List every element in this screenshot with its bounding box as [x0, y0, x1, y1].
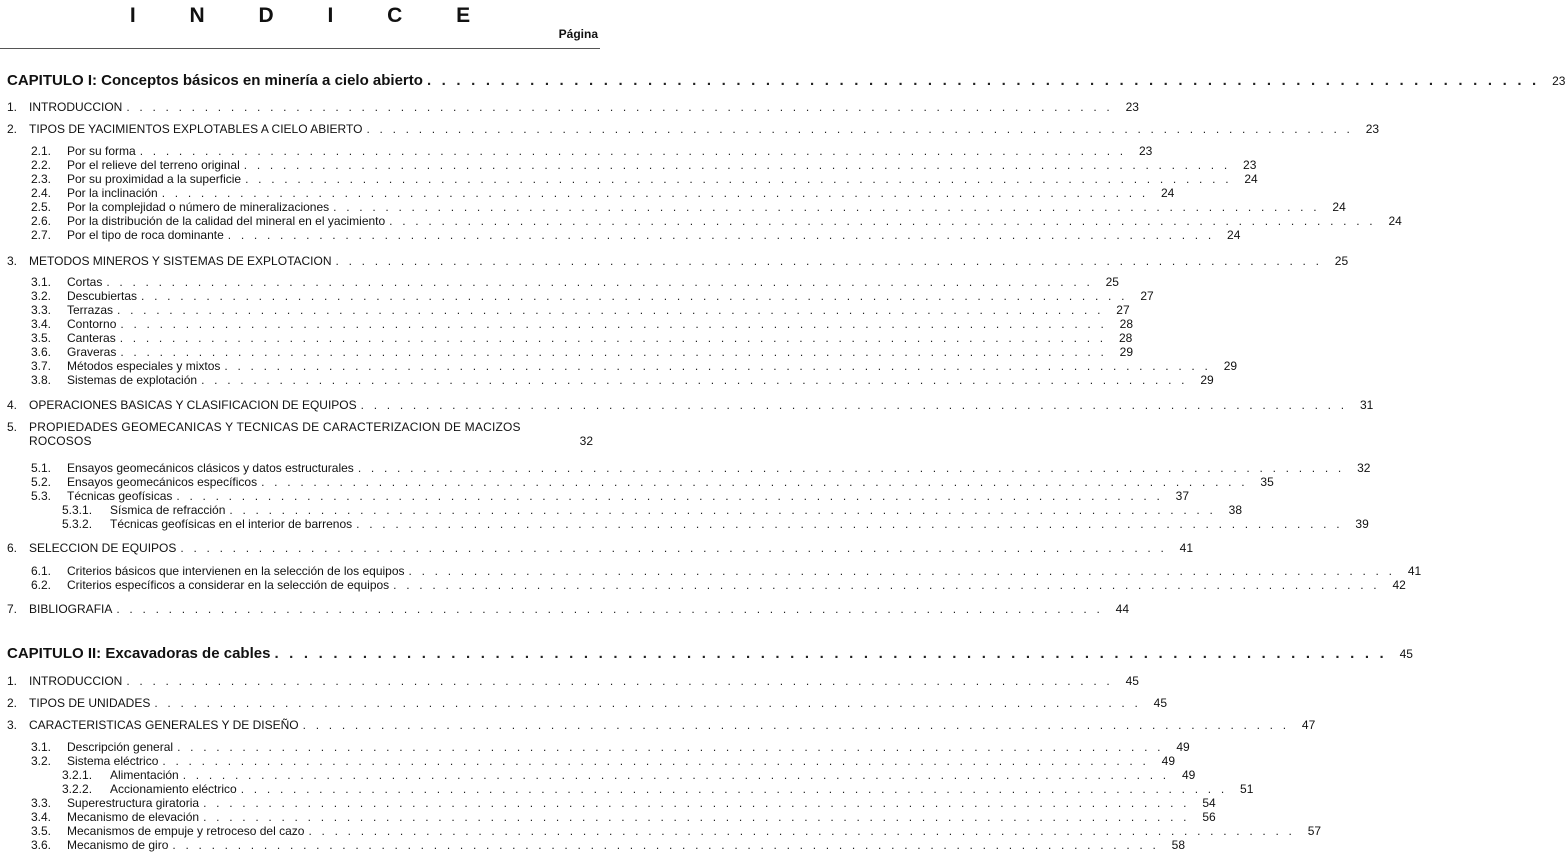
entry-title: Mecanismos de empuje y retroceso del cazo	[67, 824, 305, 838]
entry-title: Técnicas geofísicas en el interior de barrenos	[110, 517, 353, 531]
page-number: 28	[1118, 331, 1133, 345]
entry-number: 3.	[7, 718, 18, 732]
dot-leader: . . . . . . . . . . . . . . . . . . . . . . . . . . . . . . . . . . . . . . . . . . . . . . . . . . . . . . . . . . . . . . . . . . . . . . . . . . . .	[335, 254, 1323, 268]
page-number: 49	[1176, 740, 1190, 754]
entry-title: Por la complejidad o número de mineralizaciones	[67, 200, 330, 214]
page-number: 25	[1334, 254, 1349, 268]
entry-number: 2.3.	[31, 172, 52, 186]
toc-entry	[7, 420, 593, 448]
dot-leader: . . . . . . . . . . . . . . . . . . . . . . . . . . . . . . . . . . . . . . . . . . . . . . . . . . . . . . . . . . . . . . . . . . . . . . . . . . . .	[302, 718, 1290, 732]
entry-title: Alimentación	[110, 768, 179, 782]
entry-title: Por la distribución de la calidad del mineral en el yacimiento	[67, 214, 386, 228]
entry-title: Por su forma	[67, 144, 136, 158]
entry-number: 5.2.	[31, 475, 52, 489]
toc-entry	[62, 768, 1196, 782]
entry-number: 3.2.	[31, 754, 52, 768]
entry-number: 2.2.	[31, 158, 52, 172]
page-number: 38	[1228, 503, 1243, 517]
dot-leader: . . . . . . . . . . . . . . . . . . . . . . . . . . . . . . . . . . . . . . . . . . . . . . . . . . . . . . . . . . . . . . . . . . . . . . . . . . . .	[106, 275, 1093, 289]
dot-leader: . . . . . . . . . . . . . . . . . . . . . . . . . . . . . . . . . . . . . . . . . . . . . . . . . . . . . . . . . . . . . . . . . . . . . . . . . . . .	[333, 200, 1320, 214]
entry-number: 3.	[7, 254, 18, 268]
entry-number: 3.3.	[31, 303, 52, 317]
dot-leader: . . . . . . . . . . . . . . . . . . . . . . . . . . . . . . . . . . . . . . . . . . . . . . . . . . . . . . . . . . . . . . . . . . . . . . . . . . . .	[203, 810, 1190, 824]
toc-entry	[31, 214, 1402, 228]
page-number: 41	[1407, 564, 1422, 578]
entry-title: Por su proximidad a la superficie	[67, 172, 242, 186]
entry-title: Por el tipo de roca dominante	[67, 228, 224, 242]
entry-title: SELECCION DE EQUIPOS	[29, 541, 177, 555]
toc-entry	[7, 122, 1380, 136]
dot-leader: . . . . . . . . . . . . . . . . . . . . . . . . . . . . . . . . . . . . . . . . . . . . . . . . . . . . . . . . . . . . . . . . . . . . . . . . . . . .	[240, 782, 1228, 796]
entry-number: 1.	[7, 100, 18, 114]
page-number: 24	[1388, 214, 1402, 228]
entry-number: 2.5.	[31, 200, 52, 214]
page-number: 25	[1105, 275, 1119, 289]
entry-number: 2.6.	[31, 214, 52, 228]
page-number: 49	[1181, 768, 1196, 782]
entry-title: Contorno	[67, 317, 117, 331]
entry-number: 6.2.	[31, 578, 52, 592]
entry-title: Descubiertas	[67, 289, 138, 303]
page-number: 23	[1552, 74, 1565, 88]
toc-entry	[62, 503, 1243, 517]
dot-leader: . . . . . . . . . . . . . . . . . . . . . . . . . . . . . . . . . . . . . . . . . . . . . . . . . . . . . . . . . . . . . . . . . . . . . . . . . . . .	[227, 228, 1215, 242]
toc-entry	[62, 517, 1369, 531]
dot-leader: . . . . . . . . . . . . . . . . . . . . . . . . . . . . . . . . . . . . . . . . . . . . . . . . . . . . . . . . . . . . . . . . . . . . . . . . . . . .	[176, 489, 1164, 503]
toc-entry	[7, 718, 1316, 732]
entry-title: Mecanismo de giro	[67, 838, 169, 852]
toc-entry	[7, 674, 1139, 688]
entry-number: 3.6.	[31, 838, 52, 852]
dot-leader: . . . . . . . . . . . . . . . . . . . . . . . . . . . . . . . . . . . . . . . . . . . . . . . . . . . . . . . . . . . . . . . . . . . . . . . . . . . .	[360, 398, 1348, 412]
entry-title: Mecanismo de elevación	[67, 810, 200, 824]
header-rule	[0, 48, 600, 49]
page-number: 56	[1202, 810, 1216, 824]
dot-leader: . . . . . . . . . . . . . . . . . . . . . . . . . . . . . . . . . . . . . . . . . . . . . . . . . . . . . . . . . . . . . . . . . . . . . . . . . . . .	[366, 122, 1354, 136]
entry-number: 1.	[7, 674, 18, 688]
page-number: 28	[1119, 317, 1134, 331]
entry-number: 2.4.	[31, 186, 52, 200]
entry-number: 3.1.	[31, 740, 52, 754]
toc-entry	[31, 475, 1274, 489]
entry-number: 5.3.	[31, 489, 52, 503]
toc-entry	[7, 254, 1349, 268]
entry-title: Criterios específicos a considerar en la selección de equipos	[67, 578, 390, 592]
entry-number: 3.3.	[31, 796, 52, 810]
toc-entry	[31, 578, 1406, 592]
page-title: I N D I C E	[129, 4, 495, 27]
page-number: 29	[1200, 373, 1214, 387]
entry-title: OPERACIONES BASICAS Y CLASIFICACION DE EQUIPOS	[29, 398, 357, 412]
page-number: 45	[1399, 647, 1413, 661]
dot-leader: . . . . . . . . . . . . . . . . . . . . . . . . . . . . . . . . . . . . . . . . . . . . . . . . . . . . . . . . . . . . . . . . . . . . . . . . . . . .	[393, 578, 1380, 592]
entry-number: 5.	[7, 420, 18, 434]
page-number: 42	[1392, 578, 1406, 592]
dot-leader: . . . . . . . . . . . . . . . . . . . . . . . . . . . . . . . . . . . . . . . . . . . . . . . . . . . . . . . . . . . . . . . . . . . . . . . . . . . .	[274, 645, 1387, 662]
toc-entry	[31, 345, 1133, 359]
entry-number: 3.2.2.	[62, 782, 93, 796]
dot-leader: . . . . . . . . . . . . . . . . . . . . . . . . . . . . . . . . . . . . . . . . . . . . . . . . . . . . . . . . . . . . . . . . . . . . . . . . . . . .	[356, 517, 1343, 531]
entry-title: CAPITULO II: Excavadoras de cables	[7, 645, 271, 662]
entry-number: 7.	[7, 602, 18, 616]
dot-leader: . . . . . . . . . . . . . . . . . . . . . . . . . . . . . . . . . . . . . . . . . . . . . . . . . . . . . . . . . . . . . . . . . . . . . . . . . . . .	[126, 100, 1113, 114]
entry-title: INTRODUCCION	[29, 100, 123, 114]
entry-title: Graveras	[67, 345, 117, 359]
entry-number: 5.3.2.	[62, 517, 93, 531]
entry-number: 3.1.	[31, 275, 52, 289]
dot-leader: . . . . . . . . . . . . . . . . . . . . . . . . . . . . . . . . . . . . . . . . . . . . . . . . . . . . . . . . . . . . . . . . . . . . . . . . . . . .	[245, 172, 1232, 186]
entry-number: 3.5.	[31, 824, 52, 838]
toc-entry	[31, 172, 1258, 186]
page-number: 35	[1260, 475, 1274, 489]
entry-number: 3.2.	[31, 289, 52, 303]
page-number: 47	[1301, 718, 1316, 732]
toc-entry	[7, 541, 1194, 555]
entry-number: 6.	[7, 541, 18, 555]
toc-entry	[31, 228, 1241, 242]
dot-leader: . . . . . . . . . . . . . . . . . . . . . . . . . . . . . . . . . . . . . . . . . . . . . . . . . . . . . . . . . . . . . . . . . . . . . . . . . . . .	[357, 461, 1345, 475]
toc-entry	[31, 331, 1133, 345]
entry-number: 2.	[7, 122, 18, 136]
entry-title: BIBLIOGRAFIA	[29, 602, 113, 616]
toc-entry	[31, 186, 1175, 200]
dot-leader: . . . . . . . . . . . . . . . . . . . . . . . . . . . . . . . . . . . . . . . . . . . . . . . . . . . . . . . . . . . . . . . . . . . . . . . . . . . .	[120, 317, 1108, 331]
dot-leader: . . . . . . . . . . . . . . . . . . . . . . . . . . . . . . . . . . . . . . . . . . . . . . . . . . . . . . . . . . . . . . . . . . . . . . . . . . . .	[141, 289, 1128, 303]
toc-entry	[31, 359, 1238, 373]
toc-entry	[7, 602, 1129, 616]
toc-entry	[31, 564, 1422, 578]
page-number: 23	[1138, 144, 1153, 158]
dot-leader: . . . . . . . . . . . . . . . . . . . . . . . . . . . . . . . . . . . . . . . . . . . . . . . . . . . . . . . . . . . . . . . . . . . . . . . . . . . .	[161, 186, 1149, 200]
dot-leader: . . . . . . . . . . . . . . . . . . . . . . . . . . . . . . . . . . . . . . . . . . . . . . . . . . . . . . . . . . . . . . . . . . . . . . . . . . . .	[308, 824, 1296, 838]
toc-entry	[31, 303, 1130, 317]
entry-title: Canteras	[67, 331, 116, 345]
page-number: 51	[1240, 782, 1254, 796]
dot-leader: . . . . . . . . . . . . . . . . . . . . . . . . . . . . . . . . . . . . . . . . . . . . . . . . . . . . . . . . . . . . . . . . . . . . . . . . . . . .	[126, 674, 1113, 688]
dot-leader: . . . . . . . . . . . . . . . . . . . . . . . . . . . . . . . . . . . . . . . . . . . . . . . . . . . . . . . . . . . . . . . . . . . . . . . . . . . .	[154, 696, 1141, 710]
page-number: 27	[1140, 289, 1154, 303]
entry-title: Criterios básicos que intervienen en la selección de los equipos	[67, 564, 405, 578]
dot-leader: . . . . . . . . . . . . . . . . . . . . . . . . . . . . . . . . . . . . . . . . . . . . . . . . . . . . . . . . . . . . . . . . . . . . . . . . . . . .	[139, 144, 1127, 158]
entry-number: 4.	[7, 398, 18, 412]
dot-leader: . . . . . . . . . . . . . . . . . . . . . . . . . . . . . . . . . . . . . . . . . . . . . . . . . . . . . . . . . . . . . . . . . . . . . . . . . . . .	[182, 768, 1170, 782]
entry-title: Sistema eléctrico	[67, 754, 159, 768]
entry-number: 2.	[7, 696, 18, 710]
entry-number: 2.7.	[31, 228, 52, 242]
dot-leader: . . . . . . . . . . . . . . . . . . . . . . . . . . . . . . . . . . . . . . . . . . . . . . . . . . . . . . . . . . . . . . . . . . . . . . . . . . . .	[408, 564, 1396, 578]
entry-number: 2.1.	[31, 144, 52, 158]
dot-leader: . . . . . . . . . . . . . . . . . . . . . . . . . . . . . . . . . . . . . . . . . . . . . . . . . . . . . . . . . . . . . . . . . . . . . . . . . . . .	[116, 602, 1103, 616]
entry-title: PROPIEDADES GEOMECANICAS Y TECNICAS DE CARACTERIZACION DE MACIZOS ROCOSOS	[29, 420, 521, 448]
dot-leader: . . . . . . . . . . . . . . . . . . . . . . . . . . . . . . . . . . . . . . . . . . . . . . . . . . . . . . . . . . . . . . . . . . . . . . . . . . . .	[120, 345, 1107, 359]
page-number: 29	[1223, 359, 1238, 373]
toc-entry	[62, 782, 1254, 796]
dot-leader: . . . . . . . . . . . . . . . . . . . . . . . . . . . . . . . . . . . . . . . . . . . . . . . . . . . . . . . . . . . . . . . . . . . . . . . . . . . .	[203, 796, 1190, 810]
page-number: 54	[1202, 796, 1216, 810]
entry-title: Por la inclinación	[67, 186, 158, 200]
toc-entry	[31, 200, 1346, 214]
toc-entry	[31, 317, 1134, 331]
entry-title: Ensayos geomecánicos clásicos y datos estructurales	[67, 461, 354, 475]
dot-leader: . . . . . . . . . . . . . . . . . . . . . . . . . . . . . . . . . . . . . . . . . . . . . . . . . . . . . . . . . . . . . . . . . . . . . . . . . . . .	[261, 475, 1248, 489]
entry-title: TIPOS DE UNIDADES	[29, 696, 151, 710]
toc-entry	[7, 398, 1374, 412]
entry-number: 5.1.	[31, 461, 52, 475]
page-number: 58	[1171, 838, 1186, 852]
page-number: 45	[1125, 674, 1139, 688]
entry-number: 3.7.	[31, 359, 52, 373]
page-number: 24	[1161, 186, 1175, 200]
page-number: 24	[1227, 228, 1241, 242]
entry-title: Sísmica de refracción	[110, 503, 226, 517]
entry-title: Por el relieve del terreno original	[67, 158, 240, 172]
dot-leader: . . . . . . . . . . . . . . . . . . . . . . . . . . . . . . . . . . . . . . . . . . . . . . . . . . . . . . . . . . . . . . . . . . . . . . . . . . . .	[177, 740, 1164, 754]
toc-entry	[31, 796, 1216, 810]
entry-number: 6.1.	[31, 564, 52, 578]
toc-entry	[31, 740, 1190, 754]
dot-leader: . . . . . . . . . . . . . . . . . . . . . . . . . . . . . . . . . . . . . . . . . . . . . . . . . . . . . . . . . . . . . . . . . . . . . . . . . . . .	[119, 331, 1107, 345]
toc-entry	[31, 754, 1176, 768]
toc-entry	[31, 144, 1153, 158]
entry-number: 3.6.	[31, 345, 52, 359]
page-number: 24	[1332, 200, 1346, 214]
dot-leader: . . . . . . . . . . . . . . . . . . . . . . . . . . . . . . . . . . . . . . . . . . . . . . . . . . . . . . . . . . . . . . . . . . . . . . . . . . . .	[117, 303, 1104, 317]
entry-number: 3.2.1.	[62, 768, 93, 782]
page-number: 23	[1365, 122, 1380, 136]
toc-entry	[31, 158, 1257, 172]
entry-title: INTRODUCCION	[29, 674, 123, 688]
page-number: 31	[1359, 398, 1374, 412]
page-number: 32	[1357, 461, 1371, 475]
page-number: 27	[1116, 303, 1130, 317]
entry-title: Superestructura giratoria	[67, 796, 200, 810]
page-number: 57	[1307, 824, 1322, 838]
entry-title: Sistemas de explotación	[67, 373, 198, 387]
chapter-entry	[7, 645, 1413, 662]
page-number: 49	[1161, 754, 1176, 768]
page-column-header: Página	[558, 27, 598, 41]
page-number: 23	[1243, 158, 1257, 172]
dot-leader: . . . . . . . . . . . . . . . . . . . . . . . . . . . . . . . . . . . . . . . . . . . . . . . . . . . . . . . . . . . . . . . . . . . . . . . . . . . .	[224, 359, 1212, 373]
toc-entry	[31, 824, 1322, 838]
toc-entry	[31, 289, 1154, 303]
entry-title: CARACTERISTICAS GENERALES Y DE DISEÑO	[29, 718, 299, 732]
dot-leader: . . . . . . . . . . . . . . . . . . . . . . . . . . . . . . . . . . . . . . . . . . . . . . . . . . . . . . . . . . . . . . . . . . . . . . . . . . . .	[201, 373, 1188, 387]
toc-entry	[31, 373, 1214, 387]
toc-entry	[31, 838, 1186, 852]
entry-number: 3.5.	[31, 331, 52, 345]
entry-title: Ensayos geomecánicos específicos	[67, 475, 258, 489]
dot-leader: . . . . . . . . . . . . . . . . . . . . . . . . . . . . . . . . . . . . . . . . . . . . . . . . . . . . . . . . . . . . . . . . . . . . . . . . . . . .	[162, 754, 1150, 768]
dot-leader: . . . . . . . . . . . . . . . . . . . . . . . . . . . . . . . . . . . . . . . . . . . . . . . . . . . . . . . . . . . . . . . . . . . . . . . . . . . .	[426, 72, 1540, 89]
toc-entry	[7, 100, 1139, 114]
entry-number: 3.8.	[31, 373, 52, 387]
toc-entry	[31, 461, 1371, 475]
entry-title: Técnicas geofísicas	[67, 489, 173, 503]
dot-leader: . . . . . . . . . . . . . . . . . . . . . . . . . . . . . . . . . . . . . . . . . . . . . . . . . . . . . . . . . . . . . . . . . . . . . . . . . . . .	[180, 541, 1168, 555]
entry-title: Métodos especiales y mixtos	[67, 359, 221, 373]
entry-number: 3.4.	[31, 810, 52, 824]
page-number: 24	[1244, 172, 1258, 186]
entry-title: TIPOS DE YACIMIENTOS EXPLOTABLES A CIELO ABIERTO	[29, 122, 363, 136]
dot-leader: . . . . . . . . . . . . . . . . . . . . . . . . . . . . . . . . . . . . . . . . . . . . . . . . . . . . . . . . . . . . . . . . . . . . . . . . . . . .	[172, 838, 1160, 852]
page-number: 41	[1179, 541, 1194, 555]
entry-title: Terrazas	[67, 303, 114, 317]
page-number: 37	[1175, 489, 1190, 503]
entry-number: 3.4.	[31, 317, 52, 331]
page-number: 39	[1355, 517, 1369, 531]
entry-title: CAPITULO I: Conceptos básicos en minería a cielo abierto	[7, 72, 423, 89]
entry-title: Descripción general	[67, 740, 174, 754]
page-number: 23	[1125, 100, 1139, 114]
dot-leader: . . . . . . . . . . . . . . . . . . . . . . . . . . . . . . . . . . . . . . . . . . . . . . . . . . . . . . . . . . . . . . . . . . . . . . . . . . . .	[389, 214, 1376, 228]
toc-entry	[7, 696, 1167, 710]
toc-entry	[31, 275, 1119, 289]
dot-leader: . . . . . . . . . . . . . . . . . . . . . . . . . . . . . . . . . . . . . . . . . . . . . . . . . . . . . . . . . . . . . . . . . . . . . . . . . . . .	[229, 503, 1217, 517]
page-number: 29	[1119, 345, 1133, 359]
toc-entry	[31, 489, 1190, 503]
toc-entry	[31, 810, 1216, 824]
entry-title: METODOS MINEROS Y SISTEMAS DE EXPLOTACION	[29, 254, 332, 268]
page-number: 44	[1115, 602, 1129, 616]
page-number: 45	[1153, 696, 1167, 710]
chapter-entry	[7, 72, 1565, 89]
entry-title: Cortas	[67, 275, 103, 289]
entry-title: Accionamiento eléctrico	[110, 782, 237, 796]
page-number: 32	[579, 434, 593, 448]
entry-number: 5.3.1.	[62, 503, 93, 517]
dot-leader: . . . . . . . . . . . . . . . . . . . . . . . . . . . . . . . . . . . . . . . . . . . . . . . . . . . . . . . . . . . . . . . . . . . . . . . . . . . .	[243, 158, 1231, 172]
